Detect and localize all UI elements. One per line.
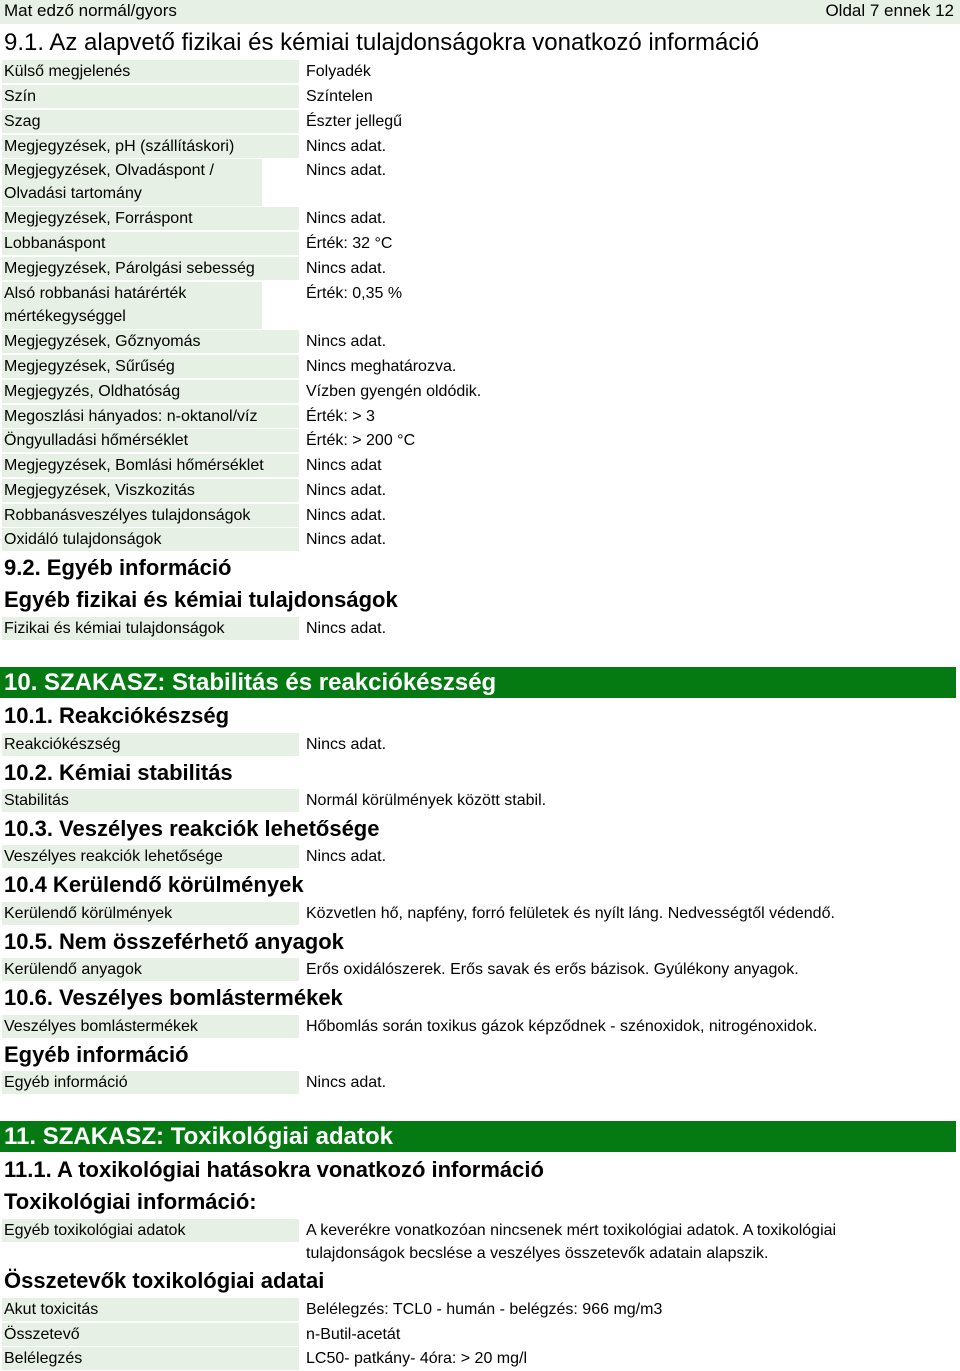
prop-value: Nincs adat. xyxy=(306,848,387,865)
prop-value: Nincs adat. xyxy=(306,482,387,499)
page-header xyxy=(0,0,960,24)
prop-value: Belélegzés: TCL0 - humán - belégzés: 966 mg/m3 xyxy=(306,1301,663,1318)
section-9-2-title: 9.2. Egyéb információ xyxy=(4,555,232,580)
prop-label: Megjegyzések, Bomlási hőmérséklet xyxy=(2,454,299,477)
prop-label: Megjegyzések, Sűrűség xyxy=(2,355,299,378)
prop-label: Veszélyes bomlástermékek xyxy=(2,1015,299,1038)
section-10-5-title: 10.5. Nem összeférhető anyagok xyxy=(4,929,344,954)
prop-value: Nincs meghatározva. xyxy=(306,358,457,375)
prop-label: Megjegyzések, Gőznyomás xyxy=(2,330,299,353)
section-9-1-title: 9.1. Az alapvető fizikai és kémiai tulajdonságokra vonatkozó információ xyxy=(4,29,760,56)
prop-value: Nincs adat. xyxy=(306,210,387,227)
prop-value: Észter jellegű xyxy=(306,113,403,130)
section-10-2-title: 10.2. Kémiai stabilitás xyxy=(4,760,233,785)
section-10-other-title: Egyéb információ xyxy=(4,1042,189,1067)
prop-label: Belélegzés xyxy=(2,1347,299,1370)
section-10-1-title: 10.1. Reakciókészség xyxy=(4,703,230,728)
prop-label: Megjegyzések, Forráspont xyxy=(2,207,299,230)
prop-label: Megoszlási hányados: n-oktanol/víz xyxy=(2,405,299,428)
prop-value: n-Butil-acetát xyxy=(306,1326,401,1343)
prop-label: Kerülendő körülmények xyxy=(2,902,299,925)
section-10-4-title: 10.4 Kerülendő körülmények xyxy=(4,872,304,897)
prop-value: Nincs adat. xyxy=(306,138,387,155)
prop-value: Nincs adat. xyxy=(306,333,387,350)
section-10-6-title: 10.6. Veszélyes bomlástermékek xyxy=(4,985,343,1010)
prop-value: Érték: 0,35 % xyxy=(306,285,403,302)
prop-label: Akut toxicitás xyxy=(2,1298,299,1321)
prop-label: Szín xyxy=(2,85,299,108)
section-11-banner: 11. SZAKASZ: Toxikológiai adatok xyxy=(0,1121,956,1152)
toxicology-info-title: Toxikológiai információ: xyxy=(4,1189,257,1214)
prop-label: Külső megjelenés xyxy=(2,60,299,83)
section-10-3-title: 10.3. Veszélyes reakciók lehetősége xyxy=(4,816,380,841)
prop-value: Hőbomlás során toxikus gázok képződnek - szénoxidok, nitrogénoxidok. xyxy=(306,1018,818,1035)
prop-label: Megjegyzések, Olvadáspont / Olvadási tartomány xyxy=(2,159,262,206)
section-9-2-subtitle: Egyéb fizikai és kémiai tulajdonságok xyxy=(4,587,398,612)
prop-label: Megjegyzés, Oldhatóság xyxy=(2,380,299,403)
prop-value: Nincs adat. xyxy=(306,736,387,753)
prop-value: Érték: > 200 °C xyxy=(306,432,416,449)
prop-label: Stabilitás xyxy=(2,789,299,812)
prop-value: Nincs adat. xyxy=(306,531,387,548)
prop-label: Egyéb toxikológiai adatok xyxy=(2,1219,299,1242)
prop-value: Nincs adat xyxy=(306,457,382,474)
prop-label: Alsó robbanási határérték mértékegységgel xyxy=(2,282,262,329)
prop-label: Megjegyzések, Párolgási sebesség xyxy=(2,257,299,280)
prop-label: Öngyulladási hőmérséklet xyxy=(2,429,299,452)
prop-label: Megjegyzések, pH (szállításkori) xyxy=(2,135,299,158)
document-title: Mat edző normál/gyors xyxy=(4,1,177,20)
section-11-1-title: 11.1. A toxikológiai hatásokra vonatkozó információ xyxy=(4,1157,544,1182)
prop-value: Közvetlen hő, napfény, forró felületek és nyílt láng. Nedvességtől védendő. xyxy=(306,905,835,922)
prop-label: Egyéb információ xyxy=(2,1071,299,1094)
prop-value: Vízben gyengén oldódik. xyxy=(306,383,482,400)
prop-label: Megjegyzések, Viszkozitás xyxy=(2,479,299,502)
prop-value: Erős oxidálószerek. Erős savak és erős bázisok. Gyúlékony anyagok. xyxy=(306,961,799,978)
prop-value: Nincs adat. xyxy=(306,620,387,637)
prop-value: Érték: 32 °C xyxy=(306,235,393,252)
prop-value: Normál körülmények között stabil. xyxy=(306,792,547,809)
prop-value: A keverékre vonatkozóan nincsenek mért toxikológiai adatok. A toxikológiai tulajdonságok becslése a veszélyes összetevők adatain alapszik. xyxy=(306,1222,837,1262)
component-tox-title: Összetevők toxikológiai adatai xyxy=(4,1268,325,1293)
prop-label: Összetevő xyxy=(2,1323,299,1346)
prop-label: Reakciókészség xyxy=(2,733,299,756)
section-10-banner: 10. SZAKASZ: Stabilitás és reakciókészség xyxy=(0,667,956,698)
prop-value: Nincs adat. xyxy=(306,1074,387,1091)
prop-value: LC50- patkány- 4óra: > 20 mg/l xyxy=(306,1350,528,1367)
prop-value: Nincs adat. xyxy=(306,260,387,277)
page-number: Oldal 7 ennek 12 xyxy=(825,1,954,20)
prop-value: Nincs adat. xyxy=(306,162,387,179)
prop-label: Kerülendő anyagok xyxy=(2,958,299,981)
prop-label: Fizikai és kémiai tulajdonságok xyxy=(2,617,299,640)
prop-value: Nincs adat. xyxy=(306,507,387,524)
prop-label: Veszélyes reakciók lehetősége xyxy=(2,845,299,868)
prop-label: Lobbanáspont xyxy=(2,232,299,255)
prop-value: Érték: > 3 xyxy=(306,408,375,425)
prop-value: Színtelen xyxy=(306,88,373,105)
prop-label: Oxidáló tulajdonságok xyxy=(2,528,299,551)
prop-label: Robbanásveszélyes tulajdonságok xyxy=(2,504,299,527)
prop-value: Folyadék xyxy=(306,63,371,80)
prop-label: Szag xyxy=(2,110,299,133)
